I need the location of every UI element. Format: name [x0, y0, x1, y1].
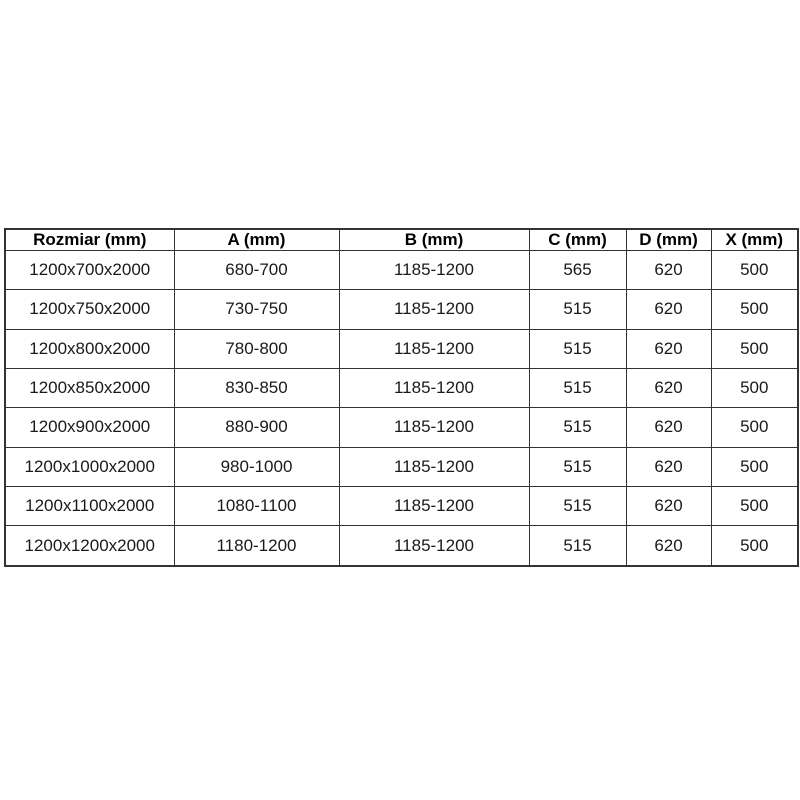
table-cell-d: 620	[626, 329, 711, 368]
table-cell-b: 1185-1200	[339, 526, 529, 566]
table-cell-rozmiar: 1200x1100x2000	[5, 486, 174, 525]
header-cell-b: B (mm)	[339, 229, 529, 251]
table-cell-rozmiar: 1200x750x2000	[5, 290, 174, 329]
table-cell-x: 500	[711, 251, 798, 290]
table-cell-d: 620	[626, 486, 711, 525]
size-table	[4, 228, 799, 567]
table-row	[5, 408, 798, 447]
table-cell-rozmiar: 1200x1200x2000	[5, 526, 174, 566]
table-cell-a: 730-750	[174, 290, 339, 329]
table-cell-b: 1185-1200	[339, 486, 529, 525]
table-row	[5, 526, 798, 566]
table-row	[5, 447, 798, 486]
table-cell-a: 1180-1200	[174, 526, 339, 566]
table-cell-b: 1185-1200	[339, 290, 529, 329]
table-cell-rozmiar: 1200x700x2000	[5, 251, 174, 290]
table-cell-x: 500	[711, 368, 798, 407]
table-cell-a: 780-800	[174, 329, 339, 368]
table-cell-rozmiar: 1200x850x2000	[5, 368, 174, 407]
table-cell-b: 1185-1200	[339, 329, 529, 368]
table-cell-a: 1080-1100	[174, 486, 339, 525]
table-cell-d: 620	[626, 408, 711, 447]
table-cell-rozmiar: 1200x900x2000	[5, 408, 174, 447]
table-row	[5, 486, 798, 525]
table-cell-c: 515	[529, 408, 626, 447]
table-cell-a: 980-1000	[174, 447, 339, 486]
table-row	[5, 290, 798, 329]
table-cell-x: 500	[711, 290, 798, 329]
header-cell-d: D (mm)	[626, 229, 711, 251]
table-cell-x: 500	[711, 408, 798, 447]
table-cell-x: 500	[711, 447, 798, 486]
table-cell-x: 500	[711, 526, 798, 566]
size-table-container	[4, 228, 797, 567]
table-cell-a: 830-850	[174, 368, 339, 407]
table-cell-b: 1185-1200	[339, 408, 529, 447]
table-cell-c: 515	[529, 526, 626, 566]
header-cell-x: X (mm)	[711, 229, 798, 251]
table-cell-x: 500	[711, 329, 798, 368]
table-cell-c: 515	[529, 486, 626, 525]
table-row	[5, 329, 798, 368]
table-cell-a: 880-900	[174, 408, 339, 447]
header-cell-c: C (mm)	[529, 229, 626, 251]
table-row	[5, 368, 798, 407]
table-cell-c: 515	[529, 290, 626, 329]
table-cell-b: 1185-1200	[339, 447, 529, 486]
table-cell-a: 680-700	[174, 251, 339, 290]
table-cell-c: 565	[529, 251, 626, 290]
table-cell-d: 620	[626, 290, 711, 329]
table-cell-d: 620	[626, 447, 711, 486]
table-cell-d: 620	[626, 368, 711, 407]
table-cell-rozmiar: 1200x1000x2000	[5, 447, 174, 486]
header-cell-rozmiar: Rozmiar (mm)	[5, 229, 174, 251]
table-row	[5, 251, 798, 290]
table-cell-rozmiar: 1200x800x2000	[5, 329, 174, 368]
table-cell-b: 1185-1200	[339, 368, 529, 407]
table-cell-b: 1185-1200	[339, 251, 529, 290]
table-cell-x: 500	[711, 486, 798, 525]
table-cell-c: 515	[529, 368, 626, 407]
table-cell-d: 620	[626, 251, 711, 290]
header-row	[5, 229, 798, 251]
header-cell-a: A (mm)	[174, 229, 339, 251]
table-cell-d: 620	[626, 526, 711, 566]
table-cell-c: 515	[529, 447, 626, 486]
table-cell-c: 515	[529, 329, 626, 368]
